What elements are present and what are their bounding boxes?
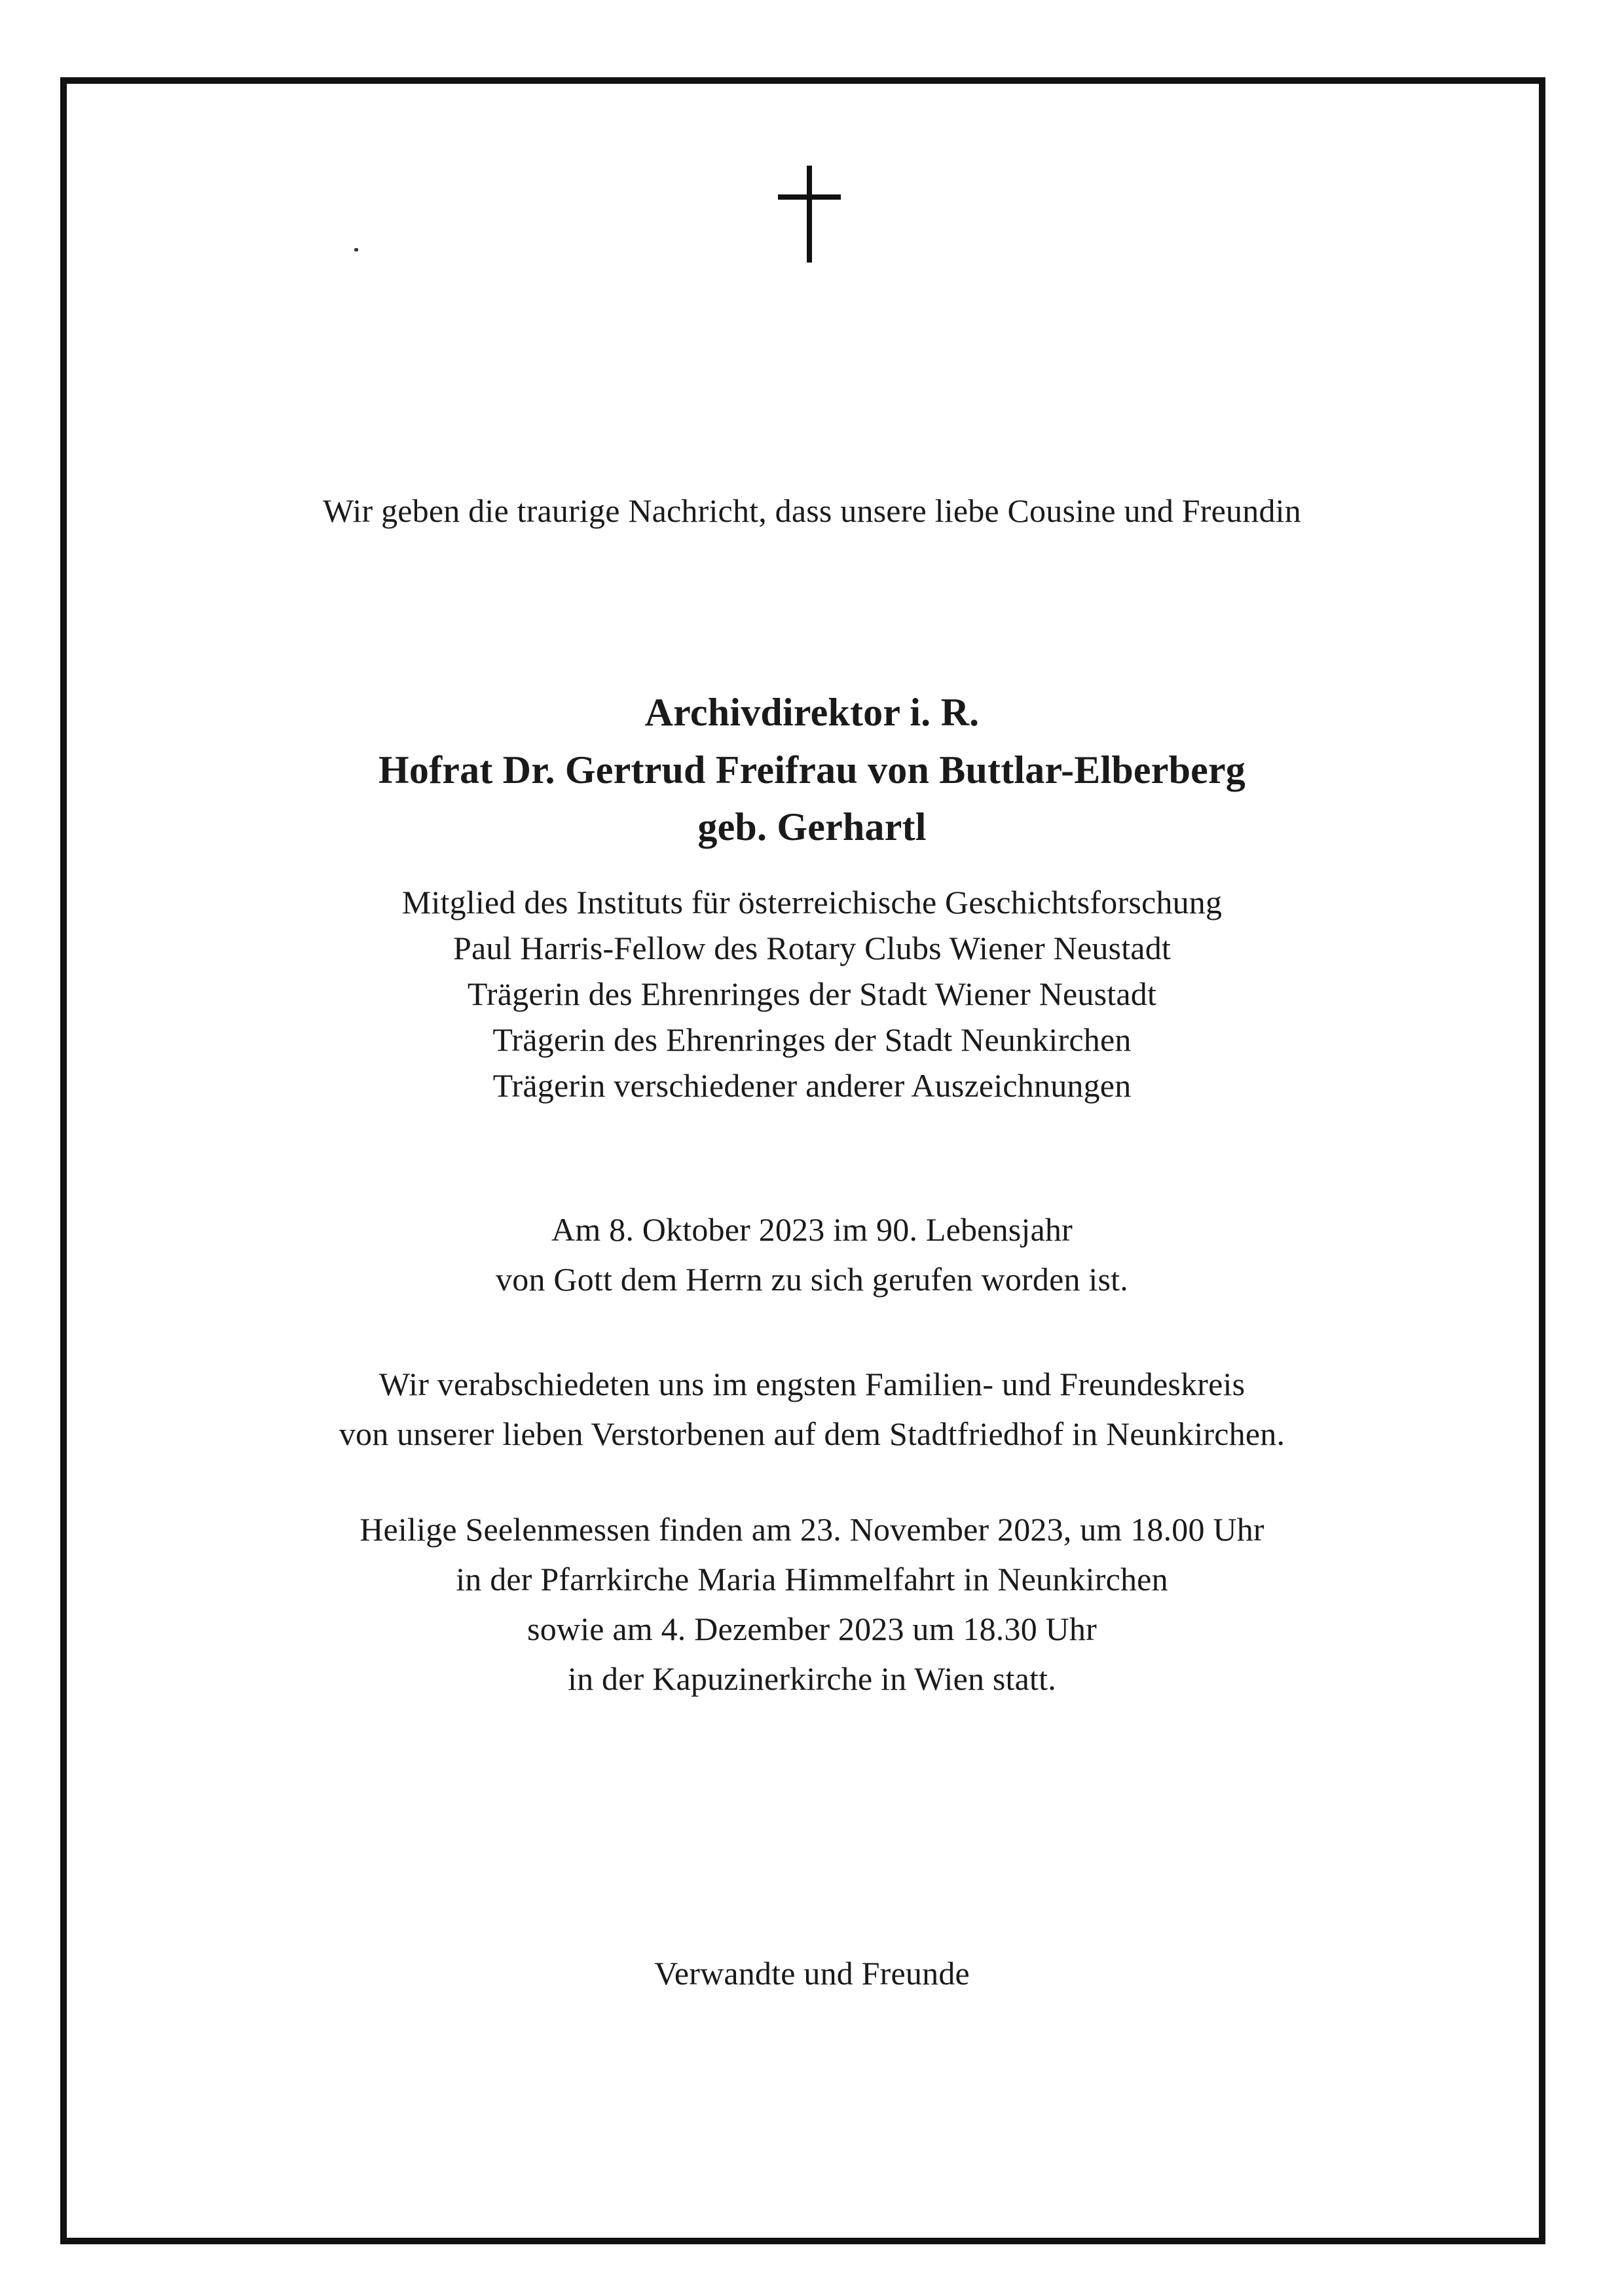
honor-line: Paul Harris-Fellow des Rotary Clubs Wiener Neustadt [453,930,1171,966]
farewell-line: von unserer lieben Verstorbenen auf dem Stadtfriedhof in Neunkirchen. [339,1415,1285,1452]
farewell-line: Wir verabschiedeten uns im engsten Familien- und Freundeskreis [378,1366,1246,1402]
mass-line: Heilige Seelenmessen finden am 23. November 2023, um 18.00 Uhr [360,1511,1264,1548]
honor-line: Trägerin des Ehrenringes der Stadt Neunkirchen [492,1021,1132,1058]
mass-line: in der Kapuzinerkirche in Wien statt. [568,1660,1056,1697]
death-line: Am 8. Oktober 2023 im 90. Lebensjahr [551,1211,1073,1248]
name-line-full-name: Hofrat Dr. Gertrud Freifrau von Buttlar-Elberberg [378,748,1246,792]
mass-line: sowie am 4. Dezember 2023 um 18.30 Uhr [527,1611,1097,1647]
mass-line: in der Pfarrkirche Maria Himmelfahrt in Neunkirchen [456,1561,1168,1597]
intro-text: Wir geben die traurige Nachricht, dass unsere liebe Cousine und Freundin [323,492,1301,529]
honor-line: Mitglied des Instituts für österreichische Geschichtsforschung [401,884,1223,920]
mourning-border-frame [60,77,1545,2244]
honor-line: Trägerin verschiedener anderer Auszeichnungen [492,1067,1132,1104]
death-line: von Gott dem Herrn zu sich gerufen worden ist. [496,1261,1128,1298]
cross-icon [778,166,841,263]
honor-line: Trägerin des Ehrenringes der Stadt Wiener Neustadt [467,975,1157,1012]
scan-speck [354,248,358,251]
signature: Verwandte und Freunde [654,1955,970,1992]
name-line-birth-name: geb. Gerhartl [697,805,927,848]
name-line-title: Archivdirektor i. R. [644,691,980,734]
